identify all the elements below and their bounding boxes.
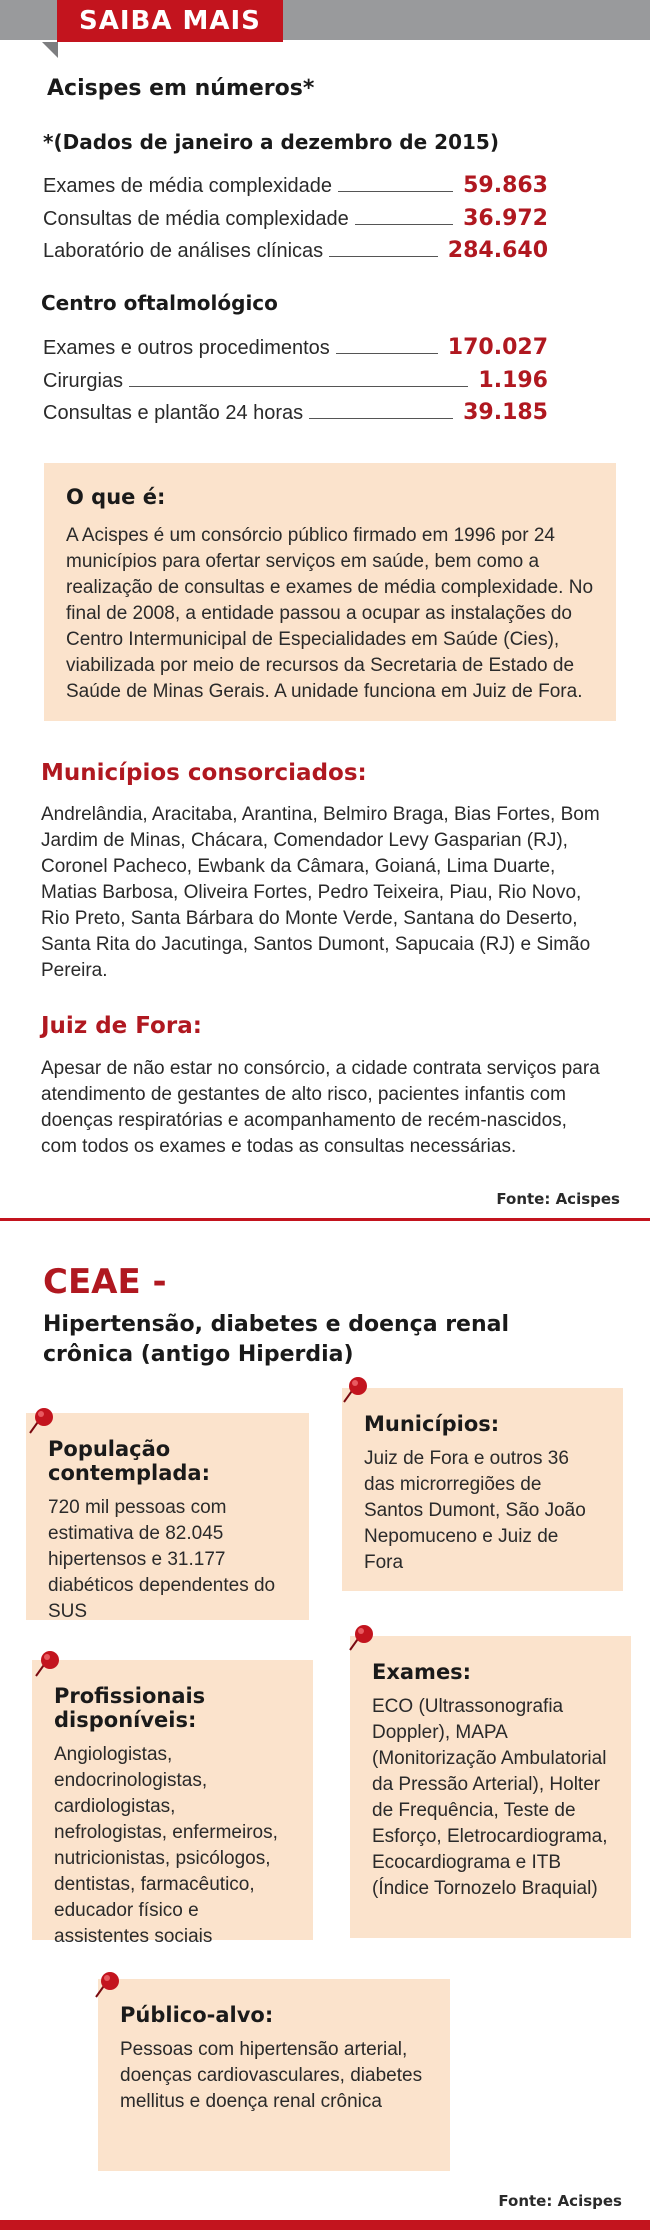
pushpin-icon <box>26 1405 58 1437</box>
oftalmo-title: Centro oftalmológico <box>41 291 278 315</box>
stat-label: Laboratório de análises clínicas <box>43 240 324 262</box>
stat-row <box>43 233 548 263</box>
card-title: Profissionais disponíveis: <box>54 1684 206 1732</box>
stat-value: 284.640 <box>447 238 548 263</box>
stat-label: Cirurgias <box>43 370 124 392</box>
info-card <box>342 1388 623 1591</box>
jf-title: Juiz de Fora: <box>41 1013 202 1039</box>
municipalities-text: Andrelândia, Aracitaba, Arantina, Belmiro Braga, Bias Fortes, Bom Jardim de Minas, Chácara, Comendador Levy Gasparian (RJ), Coronel Pacheco, Ewbank da Câmara, Goianá, Lima Duarte, Matias Barbosa, Oliveira Fortes, Pedro Teixeira, Piau, Rio Novo, Rio Preto, Santa Bárbara do Monte Verde, Santana do Deserto, Santa Rita do Jacutinga, Santos Dumont, Sapucaia (RJ) e Simão Pereira. <box>41 804 600 981</box>
stat-label: Consultas de média complexidade <box>43 208 349 230</box>
card-text: Juiz de Fora e outros 36 das microrregiões de Santos Dumont, São João Nepomuceno e Juiz de Fora <box>364 1448 586 1573</box>
what-is-text: A Acispes é um consórcio público firmado em 1996 por 24 municípios para ofertar serviços em saúde, bem como a realização de consultas e exames de média complexidade. No final de 2008, a entidade passou a ocupar as instalações do Centro Intermunicipal de Especialidades em Saúde (Cies), viabilizada por meio de recursos da Secretaria de Estado de Saúde de Minas Gerais. A unidade funciona em Juiz de Fora. <box>66 525 594 702</box>
source-credit: Fonte: Acispes <box>496 1190 620 1208</box>
info-card <box>350 1636 631 1938</box>
stat-row <box>43 395 548 425</box>
pushpin-icon <box>340 1374 372 1406</box>
leader-line <box>129 386 468 387</box>
pushpin-icon <box>92 1969 124 2001</box>
tag-fold <box>42 42 58 58</box>
ceae-subtitle: Hipertensão, diabetes e doença renal crônica (antigo Hiperdia) <box>43 1312 510 1367</box>
card-title: Municípios: <box>364 1412 500 1436</box>
info-card <box>98 1979 450 2171</box>
stat-value: 170.027 <box>447 335 548 360</box>
card-text: Pessoas com hipertensão arterial, doenças cardiovasculares, diabetes mellitus e doença renal crônica <box>120 2039 423 2112</box>
jf-text: Apesar de não estar no consórcio, a cidade contrata serviços para atendimento de gestantes de alto risco, pacientes infantis com doenças respiratórias e acompanhamento de recém-nascidos, com todos os exames e todas as consultas necessárias. <box>41 1058 600 1157</box>
stat-row <box>43 168 548 198</box>
ceae-title: CEAE - <box>43 1262 167 1302</box>
numbers-title: Acispes em números* <box>47 76 315 101</box>
leader-line <box>355 224 453 225</box>
stat-label: Exames e outros procedimentos <box>43 337 330 359</box>
leader-line <box>329 256 438 257</box>
card-title: População contemplada: <box>48 1437 210 1485</box>
pushpin-icon <box>32 1648 64 1680</box>
stat-value: 1.196 <box>478 368 548 393</box>
stat-value: 39.185 <box>463 400 548 425</box>
info-card <box>26 1413 309 1620</box>
stat-value: 36.972 <box>463 206 548 231</box>
what-is-title: O que é: <box>66 485 166 509</box>
info-card <box>32 1660 313 1947</box>
pushpin-icon <box>346 1622 378 1654</box>
card-title: Público-alvo: <box>120 2003 274 2027</box>
stat-label: Exames de média complexidade <box>43 175 333 197</box>
card-text: 720 mil pessoas com estimativa de 82.045 hipertensos e 31.177 diabéticos dependentes do SUS <box>48 1497 276 1622</box>
source-credit: Fonte: Acispes <box>498 2192 622 2210</box>
card-text: ECO (Ultrassonografia Doppler), MAPA (Monitorização Ambulatorial da Pressão Arterial), Holter de Frequência, Teste de Esforço, Eletrocardiograma, Ecocardiograma e ITB (Índice Tornozelo Braquial) <box>372 1696 608 1899</box>
municipalities-title: Municípios consorciados: <box>41 760 367 786</box>
stat-row <box>43 330 548 360</box>
stat-row <box>43 201 548 231</box>
what-is-box <box>44 463 616 721</box>
stat-value: 59.863 <box>463 173 548 198</box>
leader-line <box>309 418 453 419</box>
leader-line <box>338 191 453 192</box>
numbers-subtitle: *(Dados de janeiro a dezembro de 2015) <box>43 130 499 154</box>
stat-label: Consultas e plantão 24 horas <box>43 402 304 424</box>
section-divider <box>0 1218 650 1221</box>
card-title: Exames: <box>372 1660 472 1684</box>
leader-line <box>336 353 438 354</box>
bottom-bar <box>0 2220 650 2230</box>
stat-row <box>43 363 548 393</box>
card-text: Angiologistas, endocrinologistas, cardiologistas, nefrologistas, enfermeiros, nutricionistas, psicólogos, dentistas, farmacêutico, educador físico e assistentes sociais <box>54 1744 278 1947</box>
section-tag: SAIBA MAIS <box>57 0 283 42</box>
